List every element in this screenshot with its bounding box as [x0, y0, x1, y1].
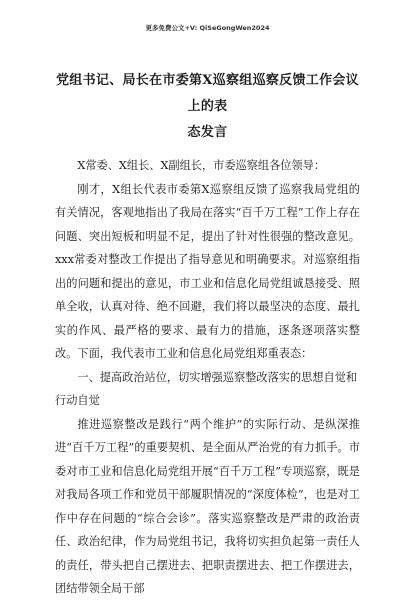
title-line-1: 党组书记、局长在市委第X巡察组巡察反馈工作会议上的表	[56, 73, 359, 114]
document-title	[55, 68, 360, 146]
section-heading-1: 一、提高政治站位，切实增强巡察整改落实的思想自觉和行动自觉	[55, 370, 358, 407]
title-line-2: 态发言	[187, 125, 228, 140]
paragraph-2: 推进巡察整改是践行“两个维护”的实际行动、是纵深推进“百千万工程”的重要契机、是全面从严治党的有力抓手。市委对市工业和信息化局党组开展“百千万工程”专项巡察，既是对我局各项工作和党员干部履职情况的“深度体检”，也是对工作中存在问题的“综合会诊”。落实巡察整改是严肃的政治责任、政治纪律，作为局党组书记，我将切实担负起第一责任人的责任，带头把自己摆进去、把职责摆进去、把工作摆进去，团结带领全局干部	[55, 417, 360, 595]
header-note: 更多免费公文+V: QiSeGongWen2024	[145, 24, 270, 32]
salutation: X常委、X组长、X副组长，市委巡察组各位领导：	[77, 159, 326, 172]
paragraph-1: 刚才，X组长代表市委第X巡察组反馈了巡察我局党组的有关情况，客观地指出了我局在落实“百千万工程”工作上存在问题、突出短板和明显不足，提出了针对性很强的整改意见。xxx常委对整改工作提出了指导意见和明确要求。对巡察组指出的问题和提出的意见，市工业和信息化局党组诚恳接受、照单全收，认真对待、绝不回避，我们将以最坚决的态度、最扎实的作风、最严格的要求、最有力的措施，逐条逐项落实整改。下面，我代表市工业和信息化局党组郑重表态：	[55, 182, 360, 360]
